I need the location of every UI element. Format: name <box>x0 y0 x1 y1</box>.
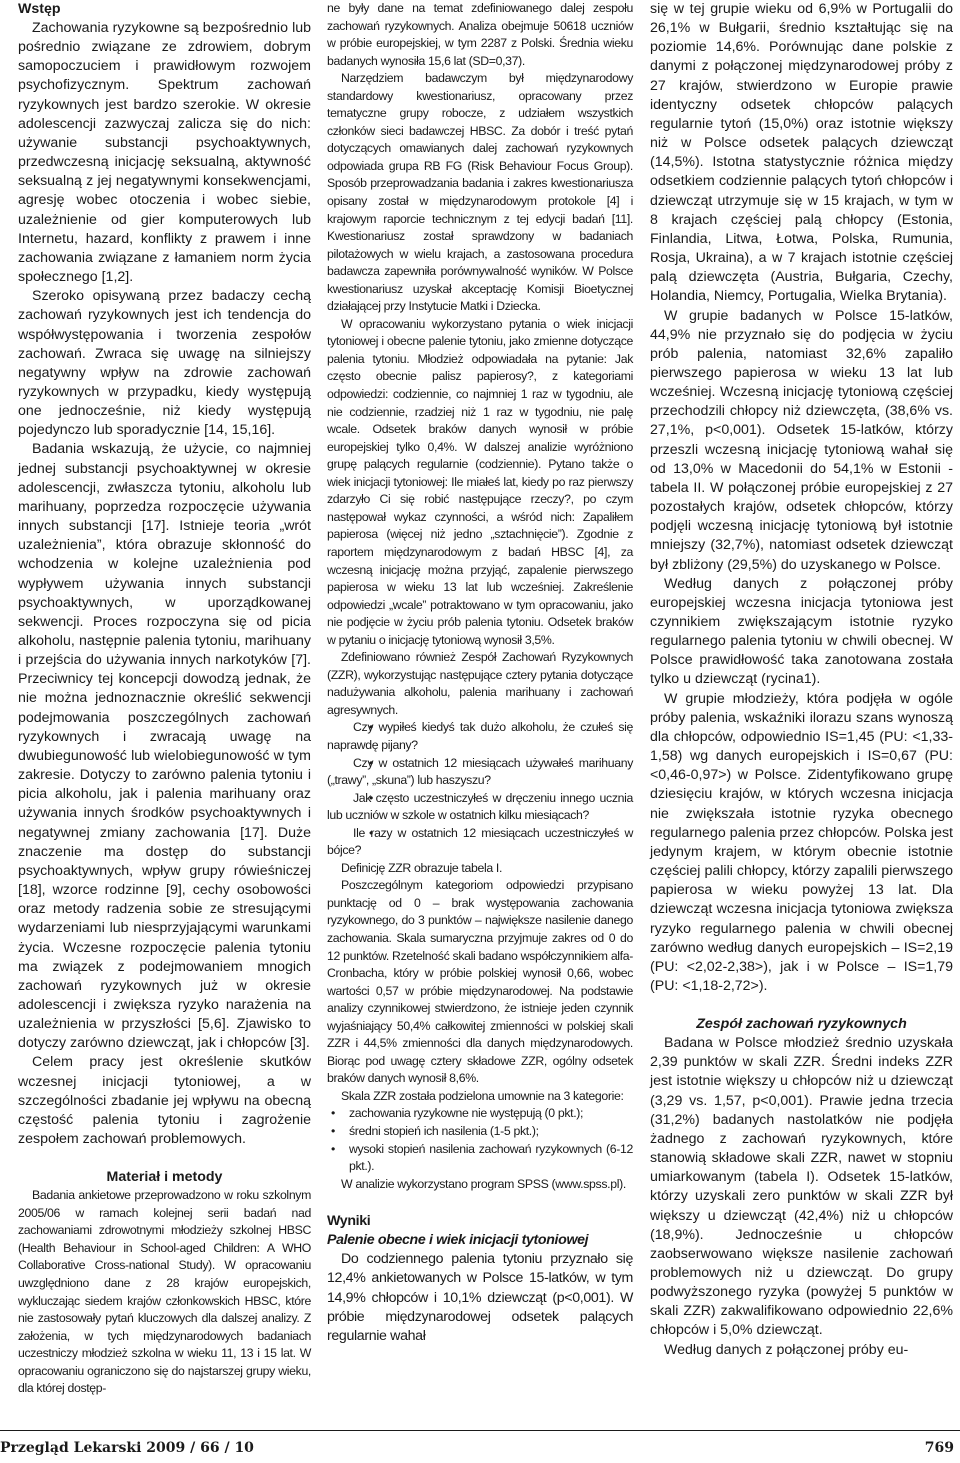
section-heading-results: Wyniki <box>327 1213 371 1230</box>
results-paragraph-2: się w tej grupie wieku od 6,9% w Portugalii do 26,1% w Bułgarii, średnio kształtując się na poziomie 14,6%. Porównując dane polskie z danymi z połączonej międzynarodowej próby z 27 krajów, stwierdzono w Europie prawie identyczny odsetek chłopców palących regularnie tytoń (15,0%) oraz istotnie większy niż w Polsce odsetek palących dziewcząt (14,5%). Istotna statystycznie różnica między odsetkiem codziennie palących tytoń chłopców i dziewcząt utrzymuje się w 15 krajach, w tym w 8 krajach częściej palą chłopcy (Estonia, Finlandia, Litwa, Łotwa, Polska, Rumunia, Rosja, Ukraina), a w 7 krajach istotnie częściej palą dziewczęta (Austria, Bułgaria, Czechy, Holandia, Niemcy, Portugalia, Wielka Brytania). <box>650 1 953 305</box>
column-left <box>18 0 311 1398</box>
methods-paragraph-6: Definicję ZZR obrazuje tabela I. <box>341 860 503 875</box>
results-paragraph-7: Według danych z połączonej próby eu- <box>664 1341 909 1358</box>
intro-paragraph-2: Szeroko opisywaną przez badaczy cechą zachowań ryzykownych jest ich tendencja do współwystępowania i tworzenia zespołów zachowań. Zwraca się uwagę na silniejszy negatywny wpływ na zdrowie zachowań ryzykownych w przypadku, kiedy występują one jednocześnie, niż kiedy występują pojedynczo lub sporadycznie [14, 15,16]. <box>18 288 311 439</box>
methods-paragraph-1: Badania ankietowe przeprowadzono w roku szkolnym 2005/06 w ramach kolejnej serii badań nad zachowaniami zdrowotnymi młodzieży szkolnej HBSC (Health Behaviour in School-aged Children: A WHO Collaborative Cross-national Study). W opracowaniu uwzględniono dane z 28 krajów europejskich, wykluczając siedem krajów członkowskich HBSC, które nie zastosowały pytań kluczowych dla dalszej analizy. Z założenia, w tych międzynarodowych badaniach uczestniczy młodzież szkolna w wieku 11, 13 i 15 lat. W opracowaniu ograniczono się do najstarszej grupy wieku, dla której dostęp- <box>18 1188 311 1396</box>
intro-paragraph-4: Celem pracy jest określenie skutków wczesnej inicjacji tytoniowej, a w szczególności zbadanie jej wpływu na obecną częstość palenia tytoniu i zagrożenie zespołem zachowań problemowych. <box>18 1054 311 1148</box>
page-number: 769 <box>924 1440 954 1456</box>
methods-paragraph-3: Narzędziem badawczym był międzynarodowy standardowy kwestionariusz, opracowany przez tematyczne grupy robocze, z udziałem wszystkich członków sieci badawczej HBSC. Za dobór i treść pytań dotyczących omawianych dalej zachowań ryzykownych odpowiada grupa RB FG (Risk Behaviour Focus Group). Sposób przeprowadzania badania i zakres kwestionariusza opisany został w międzynarodowym protokole [4] i krajowym raporcie technicznym z tej edycji badań [11]. Kwestionariusz został sprawdzony w badaniach pilotażowych w wielu krajach, a zastosowana procedura badawcza zapewniła porównywalność wyników. W Polsce kwestionariusz uzyskał akceptację Komisji Bioetycznej działającej przy Instytucie Matki i Dziecka. <box>327 71 633 314</box>
page-footer <box>0 1430 960 1463</box>
column-middle <box>327 0 633 1346</box>
list-item: • średni stopień ich nasilenia (1-5 pkt.); <box>327 1123 633 1141</box>
section-heading-methods: Materiał i metody <box>106 1169 223 1186</box>
methods-paragraph-9: W analizie wykorzystano program SPSS (www.spss.pl). <box>341 1176 626 1191</box>
results-paragraph-1: Do codziennego palenia tytoniu przyznało się 12,4% ankietowanych w Polsce 15-latków, w tym 14,9% chłopców i 10,1% dziewcząt (p<0,001). W próbie międzynarodowej odsetek palących regularnie wahał <box>327 1251 633 1344</box>
list-item: • Czy wypiłeś kiedyś tak dużo alkoholu, że czułeś się naprawdę pijany? <box>327 719 633 754</box>
column-right <box>650 0 953 1360</box>
results-paragraph-4: Według danych z połączonej próby europejskiej wczesna inicjacja tytoniowa jest czynnikiem zwiększającym istotnie ryzyko regularnego palenia tytoniu w chwili obecnej. W Polsce prawidłowość taka zanotowana została tylko u dziewcząt (rycina1). <box>650 575 953 688</box>
subsection-heading-smoking: Palenie obecne i wiek inicjacji tytoniowej <box>327 1232 589 1249</box>
zzr-question-list <box>327 719 633 859</box>
list-item: • Ile razy w ostatnich 12 miesiącach uczestniczyłeś w bójce? <box>327 825 633 860</box>
zzr-category-list <box>327 1105 633 1175</box>
list-item: • Jak często uczestniczyłeś w dręczeniu innego ucznia lub uczniów w szkole w ostatnich kilku miesiącach? <box>327 790 633 825</box>
methods-paragraph-8: Skala ZZR została podzielona umownie na 3 kategorie: <box>341 1088 624 1103</box>
results-paragraph-6: Badana w Polsce młodzież średnio uzyskała 2,39 punktów w skali ZZR. Średni indeks ZZR jest istotnie większy u chłopców niż u dziewcząt (3,29 vs. 1,57, p<0,001). Prawie jedna trzecia (31,2%) badanych nastolatków nie podjęła żadnego z zachowań ryzykownych, które stanowią składowe skali ZZR, nawet w stopniu umiarkowanym (tabela I). Odsetek 15-latków, którzy uzyskali zero punktów w skali ZZR był większy u dziewcząt (42,4%) niż u chłopców (18,9%). Jednocześnie u chłopców zaobserwowano większe nasilenie zachowań problemowych niż u dziewcząt. Do grupy podwyższonego ryzyka (powyżej 5 punktów w skali ZZR) zakwalifikowano odpowiednio 22,6% chłopców i 5,0% dziewcząt. <box>650 1035 953 1339</box>
intro-paragraph-1: Zachowania ryzykowne są bezpośrednio lub pośrednio związane ze zdrowiem, dobrym samopoczuciem i prawidłowym rozwojem psychofizycznym. Spektrum zachowań ryzykownych jest bardzo szerokie. W okresie adolescencji zazwyczaj zalicza się do nich: używanie substancji psychoaktywnych, przedwczesną inicjację seksualną, aktywność seksualną z jej negatywnymi konsekwencjami, agresję wobec otoczenia i wobec siebie, uzależnienie od gier komputerowych lub Internetu, hazard, konflikty z prawem i inne zachowania związane z łamaniem norm życia społecznego [1,2]. <box>18 20 311 286</box>
section-heading-intro: Wstęp <box>18 1 61 17</box>
journal-citation: Przegląd Lekarski 2009 / 66 / 10 <box>0 1440 254 1456</box>
methods-paragraph-2: ne były dane na temat zdefiniowanego dalej zespołu zachowań ryzykownych. Analiza obejmuje 50618 uczniów w próbie europejskiej, w tym 2287 z Polski. Średnia wieku badanych wynosiła 15,6 lat (SD=0,37). <box>327 1 633 68</box>
methods-paragraph-4: W opracowaniu wykorzystano pytania o wiek inicjacji tytoniowej i obecne palenie tytoniu, jako zmienne dotyczące palenia tytoniu. Młodzież odpowiadała na pytanie: Jak często obecnie palisz papierosy?, z kategoriami odpowiedzi: codziennie, co najmniej 1 raz w tygodniu, ale nie codziennie, rzadziej niż 1 raz w tygodniu, nie palę wcale. Odsetek braków danych wynosił w próbie europejskiej tylko 0,4%. W dalszej analizie wyróżniono grupę palących regularnie (codziennie). Pytano także o wiek inicjacji tytoniowej: Ile miałeś lat, kiedy po raz pierwszy zdarzyło Ci się robić następujące rzeczy?, po czym następował wykaz czynności, a wśród nich: Zapaliłem papierosa (więcej niż jedno „sztachnięcie”). Zgodnie z raportem międzynarodowym z badań HBSC [4], za wczesną inicjację można przyjąć, zapalenie pierwszego papierosa w wieku 13 lat lub wcześniej. Zakreślenie odpowiedzi „wcale” potraktowano w tym opracowaniu, jako nie podjęcie w życiu prób palenia tytoniu. Odsetek braków w pytaniu o inicjację tytoniową wynosił 3,5%. <box>327 316 633 647</box>
methods-paragraph-5: Zdefiniowano również Zespół Zachowań Ryzykownych (ZZR), wykorzystując następujące cztery pytania dotyczące nadużywania alkoholu, palenia marihuany i zachowań agresywnych. <box>327 650 633 717</box>
methods-paragraph-7: Poszczególnym kategoriom odpowiedzi przypisano punktację od 0 – brak występowania zachowania ryzykownego, do 3 punktów – największe nasilenie danego zachowania. Skala sumaryczna przyjmuje zakres od 0 do 12 punktów. Rzetelność skali badano współczynnikiem alfa-Cronbacha, który w próbie polskiej wynosił 0,66, wobec wartości 0,57 w próbie międzynarodowej. Na podstawie analizy czynnikowej stwierdzono, że istnieje jeden czynnik wyjaśniający 50,4% całkowitej zmienności w polskiej skali ZZR i 44,5% zmienności dla danych międzynarodowych. Biorąc pod uwagę cztery składowe ZZR, ogólny odsetek braków danych wynosił 8,6%. <box>327 878 633 1086</box>
footer-divider <box>0 1430 960 1431</box>
list-item: • Czy w ostatnich 12 miesiącach używałeś marihuany („trawy”, „skuna”) lub haszyszu? <box>327 755 633 790</box>
list-item: • wysoki stopień nasilenia zachowań ryzykownych (6-12 pkt.). <box>327 1141 633 1176</box>
results-paragraph-3: W grupie badanych w Polsce 15-latków, 44,9% nie przyznało się do podjęcia w życiu prób palenia, natomiast 32,6% zapaliło pierwszego papierosa w wieku 13 lat lub wcześniej. Wczesną inicjację tytoniową częściej przechodzili chłopcy niż dziewczęta, (38,6% vs. 27,1%, p<0,001). Odsetek 15-latków, którzy przeszli wczesną inicjację tytoniową wahał się od 13,0% w Macedonii do 54,1% w Estonii - tabela II. W połączonej próbie europejskiej z 27 pozostałych krajów, odsetek chłopców, którzy podjęli wczesną inicjację tytoniową był istotnie mniejszy (32,7%), natomiast odsetek dziewcząt był zbliżony (29,5%) do uzyskanego w Polsce. <box>650 307 953 573</box>
results-paragraph-5: W grupie młodzieży, która podjęła w ogóle próby palenia, wskaźniki ilorazu szans wynoszą dla chłopców, odpowiednio IS=1,45 (PU: <1,33-1,58) wg danych europejskich i IS=0,67 (PU: <0,46-0,97>) w Polsce. Zidentyfikowano grupę dziesięciu krajów, w których wczesna inicjacja nie zwiększała istotnie ryzyka obecnego regularnego palenia przez chłopców. Polska jest jedynym krajem, w którym obecnie istotnie częściej palili chłopcy, którzy zapalili pierwszego papierosa w wieku powyżej 13 lat. Dla dziewcząt wczesna inicjacja tytoniowa zwiększa ryzyko regularnego palenia w chwili obecnej zarówno według danych europejskich – IS=2,19 (PU: <2,02-2,38>), jak i w Polsce – IS=1,79 (PU: <1,18-2,72>). <box>650 690 953 994</box>
subsection-heading-zzr: Zespół zachowań ryzykownych <box>696 1016 907 1033</box>
intro-paragraph-3: Badania wskazują, że użycie, co najmniej jednej substancji psychoaktywnej w okresie adolescencji, zwłaszcza tytoniu, alkoholu lub marihuany, poprzedza rozpoczęcie używania innych substancji [17]. Istnieje teoria „wrót uzależnienia”, która obrazuje skłonność do wchodzenia w kolejne uzależnienia pod wypływem używania innych substancji psychoaktywnych, w uporządkowanej sekwencji. Proces rozpoczyna się od picia alkoholu, następnie palenia tytoniu, marihuany i przejścia do używania innych narkotyków [7]. Przeciwnicy tej koncepcji dowodzą jednak, że nie można jednoznacznie określić sekwencji podejmowania poszczególnych zachowań ryzykownych i zwracają uwagę na dwubiegunowość lub wielobiegunowość w tym zakresie. Dotyczy to zarówno palenia tytoniu i picia alkoholu, jak i palenia marihuany oraz używania innych środków psychoaktywnych i negatywnej zmiany zachowania [17]. Duże znaczenie ma dostęp do substancji psychoaktywnych, wpływ grupy rówieśniczej [18], wzorce rodzinne [9], cechy osobowości oraz metody radzenia sobie ze stresującymi wydarzeniami lub niesprzyjającymi warunkami życia. Wczesne rozpoczęcie palenia tytoniu ma związek z podejmowaniem mnogich zachowań ryzykownych już w okresie adolescencji i zwiększa ryzyko narażenia na uzależnienia w przyszłości [5,6]. Zjawisko to dotyczy zarówno dziewcząt, jak i chłopców [3]. <box>18 441 311 1052</box>
list-item: • zachowania ryzykowne nie występują (0 pkt.); <box>327 1105 633 1123</box>
